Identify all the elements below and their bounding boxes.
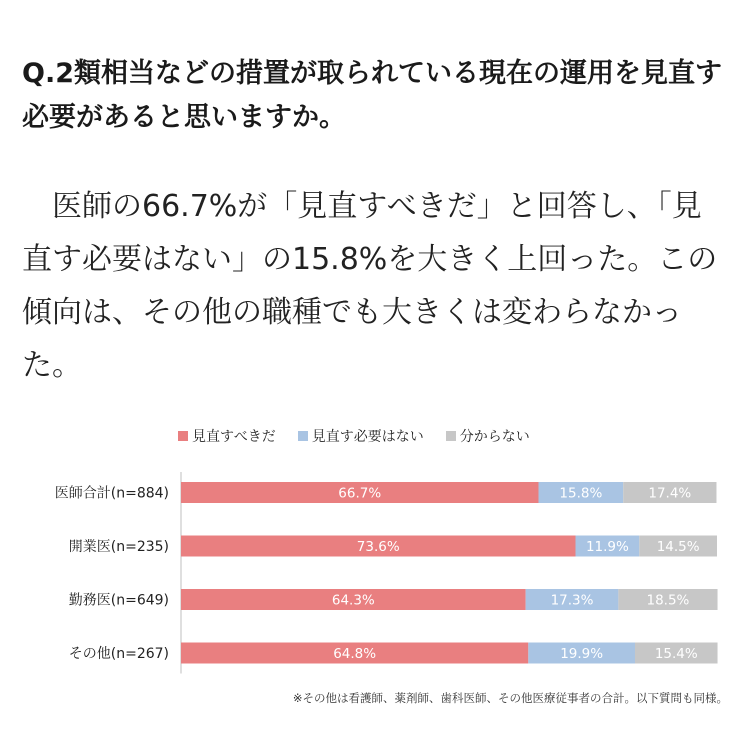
question-heading: Q.2類相当などの措置が取られている現在の運用を見直す必要があると思いますか。 (22, 58, 722, 133)
category-label: 勤務医(n=649) (68, 592, 169, 609)
data-label: 15.8% (559, 485, 603, 502)
data-label: 17.4% (648, 485, 692, 502)
data-label: 19.9% (560, 646, 604, 662)
data-label: 14.5% (656, 539, 700, 555)
legend-label: 分からない (459, 429, 530, 445)
legend-label: 見直す必要はない (311, 429, 424, 445)
category-label: その他(n=267) (68, 646, 169, 662)
data-label: 66.7% (338, 485, 382, 502)
data-label: 64.8% (333, 646, 377, 662)
category-label: 医師合計(n=884) (54, 485, 169, 502)
data-label: 17.3% (550, 592, 594, 609)
data-label: 64.3% (331, 592, 375, 609)
body-paragraph: 医師の66.7%が「見直すべきだ」と回答し、「見直す必要はない」の15.8%を大きく上回った。この傾向は、その他の職種でも大きくは変わらなかった。 (22, 189, 718, 383)
data-label: 15.4% (654, 646, 698, 662)
footnote: ※その他は看護師、薬剤師、歯科医師、その他医療従事者の合計。以下質問も同様。 (292, 691, 728, 705)
data-label: 11.9% (585, 539, 629, 555)
data-label: 18.5% (646, 592, 690, 609)
category-label: 開業医(n=235) (68, 539, 169, 555)
legend-label: 見直すべきだ (192, 429, 276, 445)
data-label: 73.6% (356, 539, 400, 555)
